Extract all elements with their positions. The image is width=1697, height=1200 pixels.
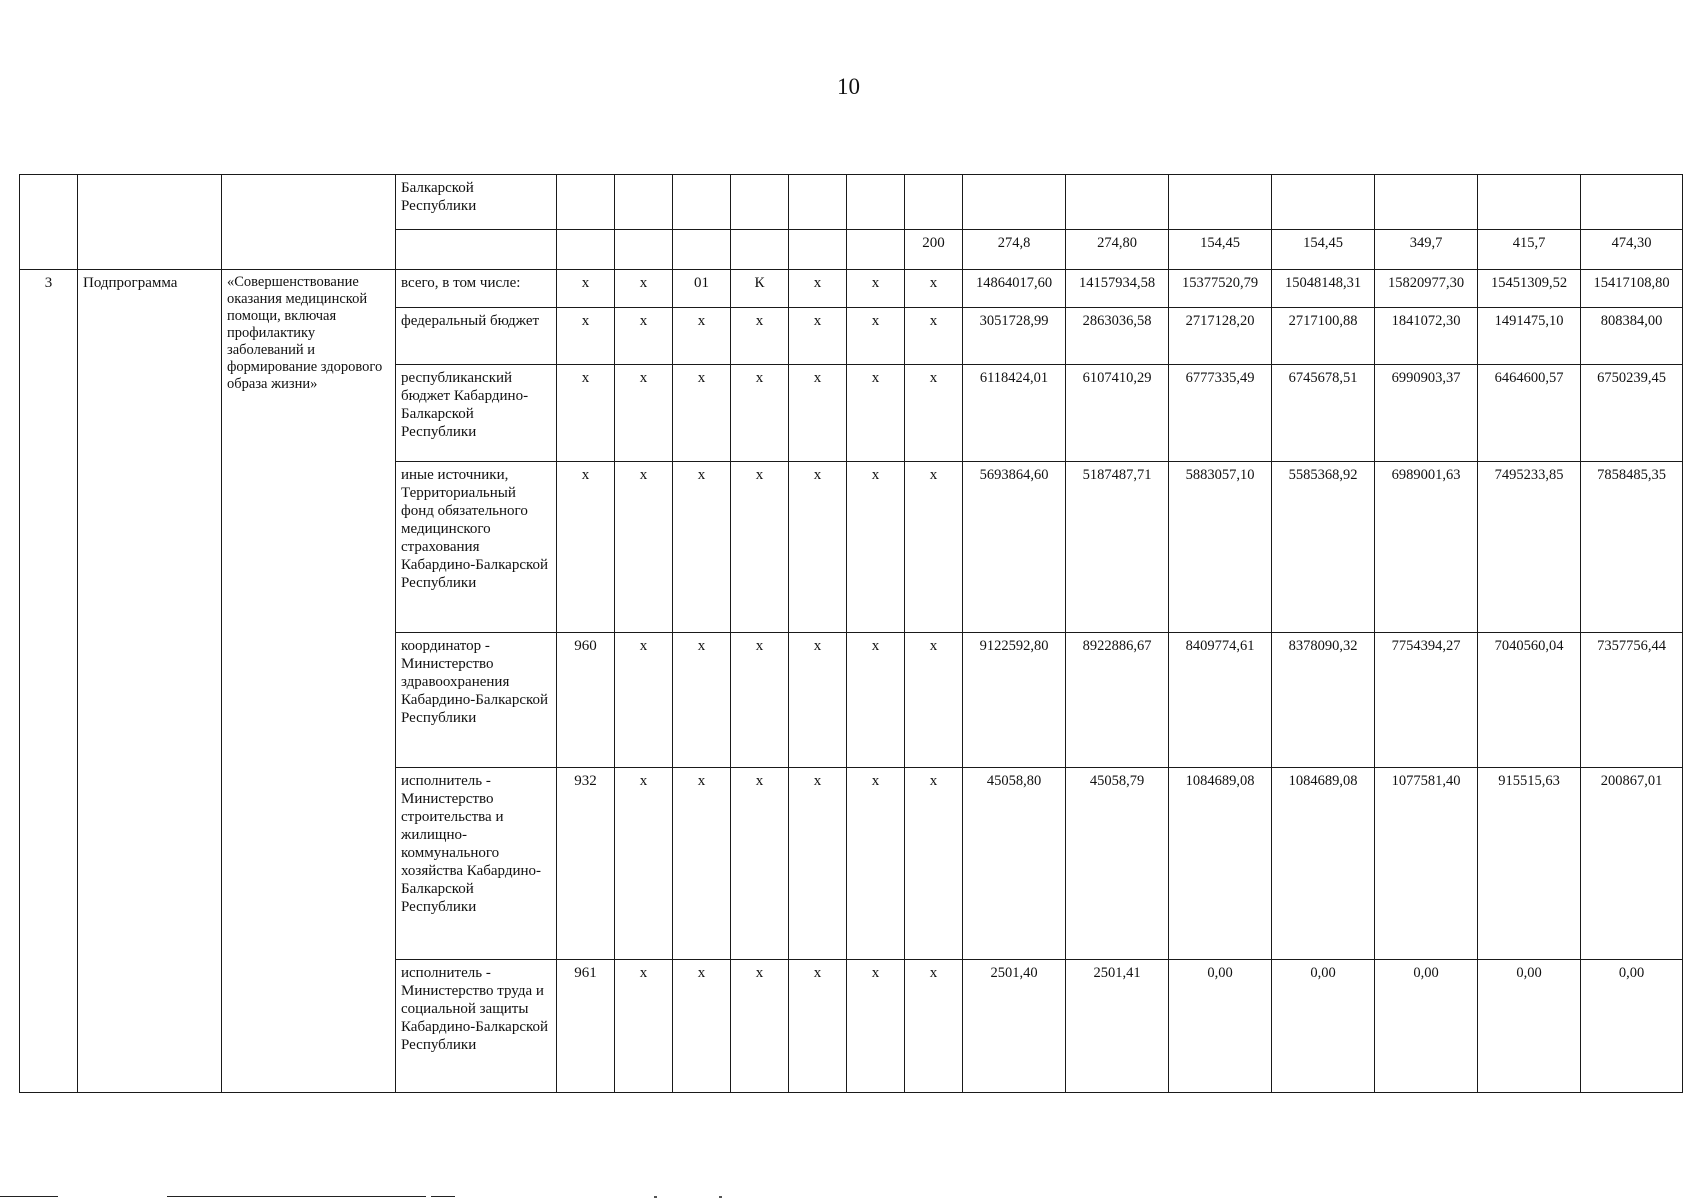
budget-code: 01: [673, 270, 731, 308]
budget-code: x: [615, 270, 673, 308]
budget-code: 960: [557, 633, 615, 768]
carryover-source-label: Балкарской Республики: [396, 175, 557, 230]
amount-value: 5585368,92: [1272, 462, 1375, 633]
amount-value: 45058,80: [963, 768, 1066, 960]
footer-rule: [167, 1196, 426, 1197]
budget-code: x: [847, 960, 905, 1093]
carryover-value: 154,45: [1272, 230, 1375, 270]
budget-code: x: [615, 365, 673, 462]
amount-value: 7040560,04: [1478, 633, 1581, 768]
budget-code: x: [731, 633, 789, 768]
budget-table: [19, 174, 1683, 1093]
budget-code: x: [615, 960, 673, 1093]
amount-value: 6118424,01: [963, 365, 1066, 462]
budget-code: x: [615, 633, 673, 768]
budget-code: x: [847, 270, 905, 308]
budget-code: x: [673, 633, 731, 768]
amount-value: 0,00: [1272, 960, 1375, 1093]
amount-value: 15820977,30: [1375, 270, 1478, 308]
budget-code: x: [615, 308, 673, 365]
amount-value: 1491475,10: [1478, 308, 1581, 365]
budget-code: x: [557, 308, 615, 365]
amount-value: 200867,01: [1581, 768, 1683, 960]
budget-code: x: [731, 960, 789, 1093]
amount-value: 1841072,30: [1375, 308, 1478, 365]
amount-value: 1084689,08: [1272, 768, 1375, 960]
budget-code: x: [731, 308, 789, 365]
amount-value: 7754394,27: [1375, 633, 1478, 768]
amount-value: 2717100,88: [1272, 308, 1375, 365]
footer-rule: [431, 1196, 455, 1197]
carryover-value: 274,80: [1066, 230, 1169, 270]
footer-rule: [0, 1196, 58, 1197]
budget-code: К: [731, 270, 789, 308]
amount-value: 6989001,63: [1375, 462, 1478, 633]
budget-code: x: [673, 308, 731, 365]
amount-value: 7357756,44: [1581, 633, 1683, 768]
budget-code: x: [847, 462, 905, 633]
funding-source: всего, в том числе:: [396, 270, 557, 308]
amount-value: 6777335,49: [1169, 365, 1272, 462]
budget-code: x: [731, 365, 789, 462]
carryover-value: 154,45: [1169, 230, 1272, 270]
subprogram-name: «Совершенствование оказания медицинской помощи, включая профилактику заболеваний и формирование здорового образа жизни»: [222, 270, 396, 1093]
budget-code: x: [615, 768, 673, 960]
funding-source: исполнитель - Министерство труда и социальной защиты Кабардино-Балкарской Республики: [396, 960, 557, 1093]
amount-value: 9122592,80: [963, 633, 1066, 768]
empty-cell: [20, 175, 78, 270]
carryover-value: 349,7: [1375, 230, 1478, 270]
amount-value: 2501,40: [963, 960, 1066, 1093]
amount-value: 8922886,67: [1066, 633, 1169, 768]
amount-value: 0,00: [1478, 960, 1581, 1093]
amount-value: 15451309,52: [1478, 270, 1581, 308]
amount-value: 2717128,20: [1169, 308, 1272, 365]
budget-code: x: [557, 365, 615, 462]
budget-code: x: [905, 462, 963, 633]
amount-value: 0,00: [1581, 960, 1683, 1093]
budget-code: x: [847, 308, 905, 365]
amount-value: 1077581,40: [1375, 768, 1478, 960]
amount-value: 2863036,58: [1066, 308, 1169, 365]
subprogram-row: [20, 270, 1683, 308]
budget-code: 961: [557, 960, 615, 1093]
amount-value: 6745678,51: [1272, 365, 1375, 462]
budget-code: x: [557, 462, 615, 633]
budget-code: x: [905, 960, 963, 1093]
amount-value: 0,00: [1169, 960, 1272, 1093]
subprogram-type: Подпрограмма: [78, 270, 222, 1093]
amount-value: 14864017,60: [963, 270, 1066, 308]
budget-code: x: [789, 270, 847, 308]
carryover-value: 274,8: [963, 230, 1066, 270]
budget-code: x: [789, 768, 847, 960]
carryover-code: 200: [905, 230, 963, 270]
amount-value: 808384,00: [1581, 308, 1683, 365]
funding-source: иные источники, Территориальный фонд обязательного медицинского страхования Кабардино-Балкарской Республики: [396, 462, 557, 633]
budget-code: x: [673, 960, 731, 1093]
budget-code: x: [905, 633, 963, 768]
amount-value: 6107410,29: [1066, 365, 1169, 462]
budget-code: x: [847, 633, 905, 768]
amount-value: 5187487,71: [1066, 462, 1169, 633]
budget-code: x: [905, 270, 963, 308]
budget-code: x: [905, 308, 963, 365]
budget-code: x: [789, 462, 847, 633]
budget-code: x: [847, 768, 905, 960]
footer-mark: [654, 1196, 657, 1198]
amount-value: 6750239,45: [1581, 365, 1683, 462]
page-number: 10: [837, 74, 860, 99]
amount-value: 6990903,37: [1375, 365, 1478, 462]
budget-code: 932: [557, 768, 615, 960]
carryover-value: 474,30: [1581, 230, 1683, 270]
funding-source: федеральный бюджет: [396, 308, 557, 365]
footer-mark: [719, 1196, 722, 1198]
amount-value: 1084689,08: [1169, 768, 1272, 960]
amount-value: 15048148,31: [1272, 270, 1375, 308]
funding-source: координатор - Министерство здравоохранения Кабардино-Балкарской Республики: [396, 633, 557, 768]
amount-value: 8378090,32: [1272, 633, 1375, 768]
budget-code: x: [731, 462, 789, 633]
budget-code: x: [789, 308, 847, 365]
budget-code: x: [905, 768, 963, 960]
budget-code: x: [847, 365, 905, 462]
budget-code: x: [557, 270, 615, 308]
amount-value: 45058,79: [1066, 768, 1169, 960]
funding-source: исполнитель - Министерство строительства и жилищно-коммунального хозяйства Кабардино-Балкарской Республики: [396, 768, 557, 960]
budget-code: x: [615, 462, 673, 633]
budget-code: x: [905, 365, 963, 462]
funding-source: республиканский бюджет Кабардино-Балкарской Республики: [396, 365, 557, 462]
carryover-value: 415,7: [1478, 230, 1581, 270]
amount-value: 14157934,58: [1066, 270, 1169, 308]
amount-value: 8409774,61: [1169, 633, 1272, 768]
carryover-row-label: [20, 175, 1683, 230]
amount-value: 15377520,79: [1169, 270, 1272, 308]
budget-code: x: [673, 462, 731, 633]
amount-value: 6464600,57: [1478, 365, 1581, 462]
budget-code: x: [789, 365, 847, 462]
amount-value: 915515,63: [1478, 768, 1581, 960]
budget-code: x: [673, 768, 731, 960]
empty-cell: [78, 175, 222, 270]
subprogram-index: 3: [20, 270, 78, 1093]
budget-code: x: [789, 633, 847, 768]
amount-value: 5883057,10: [1169, 462, 1272, 633]
amount-value: 7858485,35: [1581, 462, 1683, 633]
amount-value: 15417108,80: [1581, 270, 1683, 308]
amount-value: 5693864,60: [963, 462, 1066, 633]
amount-value: 7495233,85: [1478, 462, 1581, 633]
budget-code: x: [789, 960, 847, 1093]
budget-code: x: [673, 365, 731, 462]
amount-value: 2501,41: [1066, 960, 1169, 1093]
amount-value: 0,00: [1375, 960, 1478, 1093]
budget-code: x: [731, 768, 789, 960]
amount-value: 3051728,99: [963, 308, 1066, 365]
empty-cell: [222, 175, 396, 270]
